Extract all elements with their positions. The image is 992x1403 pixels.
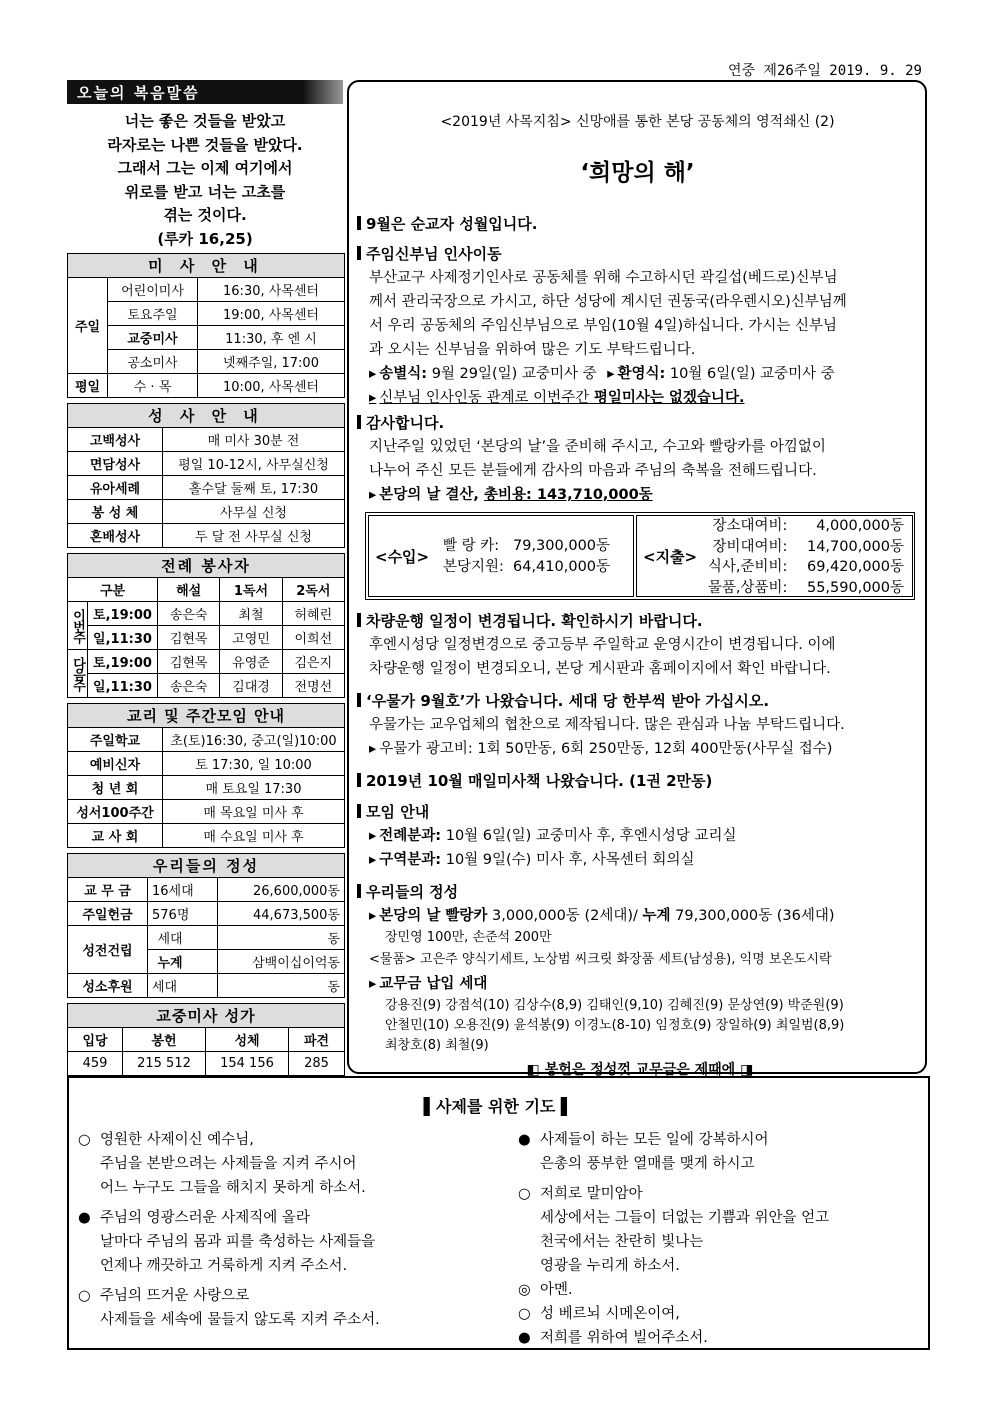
building-fund-label: 성전건립 [68,926,148,974]
gospel-line: 그래서 그는 이제 여기에서 [117,159,293,177]
section-heading: 차량운행 일정이 변경됩니다. 확인하시기 바랍니다. [357,609,923,633]
liturgy-cell: 허혜린 [282,602,344,626]
goods-donations: <물품> 고은주 양식기세트, 노상범 씨크릿 화장품 세트(남성용), 익명 보온도시락 [369,952,832,967]
liturgy-cell: 이희선 [282,626,344,650]
mass-info: 19:00, 사목센터 [198,302,345,326]
section-heading: 우리들의 정성 [357,880,923,904]
section-heading: ‘우물가 9월호’가 나왔습니다. 세대 당 한부씩 받아 가십시오. [357,689,923,713]
liturgy-time: 일,11:30 [88,674,158,698]
paragraph-line: 나누어 주신 모든 분들에게 감사의 마음과 주님의 축복을 전해드립니다. [369,463,817,479]
offering-count: 16세대 [148,878,218,902]
offering-name: 교 무 금 [68,878,148,902]
choir-header: 입당 [68,1028,123,1052]
choir-table [67,1003,345,1076]
offering-name: 성소후원 [68,974,148,998]
mass-info: 16:30, 사목센터 [198,278,345,302]
sacrament-info: 사무실 신청 [163,500,345,524]
liturgy-cell: 유영준 [220,650,282,674]
section-offerings: 우리들의 정성 ▸ 본당의 날 빨랑카 3,000,000동 (2세대)/ 누계 79,300,000동 (36세대) 장민영 100만, 손준석 200만 <물품> 고은주 양식기세트, 노상범 씨크릿 화장품 세트(남성용), 익명 보온도시락 ▸ 교무금 납입 세대 강용진(9) 강점석(10) 김상수(8,9) 김태인(9,10) 김혜진(9) 문상연(9) 박준원(9) 안철민(10) 오용진(9) 윤석봉(9) 이경노(8-10) 임정호(9) 장일하(9) 최일범(8,9) 최창호(8) 최철(9) ◧ 봉헌은 정성껏 교무금은 제때에 ◨ [357,880,923,1082]
liturgy-header: 구분 [68,578,158,602]
paragraph-line: 후엔시성당 일정변경으로 중고등부 주일학교 운영시간이 변경됩니다. 이에 [369,637,836,653]
choir-header: 파견 [289,1028,345,1052]
paragraph-line: 서 우리 공동체의 주임신부님으로 부임(10월 4일)하십니다. 가시는 신부님 [369,318,838,334]
prayer-stanza: ● 사제들이 하는 모든 일에 강복하시어 은총의 풍부한 열매를 맺게 하시고 [518,1128,829,1176]
liturgy-table [67,553,345,698]
mass-schedule-table [67,253,345,398]
section-heading: 주임신부님 인사이동 [357,242,923,266]
choir-header: 봉헌 [123,1028,206,1052]
sacrament-name: 고백성사 [68,428,163,452]
choir-number: 459 [68,1052,123,1076]
liturgy-cell: 김대경 [220,674,282,698]
sacrament-table [67,403,345,548]
offering-amount: 삼백이십이억동 [218,950,345,974]
education-name: 주일학교 [68,728,163,752]
liturgy-cell: 고영민 [220,626,282,650]
choir-number: 154 156 [206,1052,289,1076]
prayer-symbol: ● [518,1330,531,1346]
prayer-left-column [78,1128,380,1332]
section-umulga [357,689,923,761]
liturgy-time: 토,19:00 [88,602,158,626]
sunday-label: 주일 [68,278,108,374]
choir-header: 성체 [206,1028,289,1052]
prayer-symbol: ○ [518,1306,531,1322]
sacrament-title: 성 사 안 내 [68,404,345,428]
paragraph-line: 차량운행 일정이 변경되오니, 본당 게시판과 홈페이지에서 확인 바랍니다. [369,661,831,677]
prayer-symbol: ● [78,1210,91,1226]
sacrament-name: 봉 성 체 [68,500,163,524]
welcome-info: 10월 6일(일) 교중미사 중 [669,366,835,382]
section-heading: 모임 안내 [357,800,923,824]
offering-count: 세대 [156,926,218,950]
section-heading: 감사합니다. [357,411,923,435]
mass-name: 수 · 목 [108,374,198,398]
gospel-line: 겪는 것이다. [163,206,247,224]
section-missal [357,769,923,793]
mass-info: 넷째주일, 17:00 [198,350,345,374]
offering-count: 세대 [148,974,218,998]
paragraph-line: 과 오시는 신부님을 위하여 많은 기도 부탁드립니다. [369,342,696,358]
gospel-line: 위로를 받고 너는 고초를 [124,182,286,201]
liturgy-cell: 김은지 [282,650,344,674]
tithe-names: 안철민(10) 오용진(9) 윤석봉(9) 이경노(8-10) 임정호(9) 장일하(9) 최일범(8,9) [385,1018,845,1033]
section-pastor-transfer [357,242,923,410]
prayer-symbol: ● [518,1132,531,1148]
prayer-stanza: ○ 성 베르뇌 시메온이여, [518,1302,829,1326]
settlement-line: ▸ 본당의 날 결산, 총비용: 143,710,000동 [357,483,923,507]
section-martyrs [357,212,923,236]
mass-name: 교중미사 [108,326,198,350]
income-label: <수입> [375,548,430,566]
sacrament-name: 유아세례 [68,476,163,500]
section-thanks [357,411,923,507]
education-info: 토 17:30, 일 10:00 [163,752,345,776]
choir-number: 285 [289,1052,345,1076]
settlement-table [365,512,915,600]
liturgy-cell: 송은숙 [158,602,220,626]
page-title: ‘희망의 해’ [580,160,695,186]
sacrament-info: 두 달 전 사무실 신청 [163,524,345,548]
prayer-symbol: ○ [78,1288,91,1304]
sacrament-info: 매 미사 30분 전 [163,428,345,452]
liturgy-cell: 최철 [220,602,282,626]
weekday-label: 평일 [68,374,108,398]
farewell-info: 9월 29일(일) 교중미사 중 [431,366,597,382]
gospel-line: 라자로는 나쁜 것들을 받았다. [107,135,303,154]
welcome-label: ▸ 환영식: [607,366,665,382]
mass-info: 11:30, 후 엔 시 [198,326,345,350]
paragraph-line: 부산교구 사제정기인사로 공동체를 위해 수고하시던 곽길섭(베드로)신부님 [369,270,838,286]
tithe-names: 최창호(8) 최철(9) [385,1038,489,1053]
education-info: 매 목요일 미사 후 [163,800,345,824]
ad-price-line: ▸ 우물가 광고비: 1회 50만동, 6회 250만동, 12회 400만동(사무실 접수) [357,737,923,761]
sacrament-name: 면담성사 [68,452,163,476]
tithe-names: 강용진(9) 강점석(10) 김상수(8,9) 김태인(9,10) 김혜진(9) 문상연(9) 박준원(9) [385,998,844,1013]
prayer-stanza: ○ 주님의 뜨거운 사랑으로 사제들을 세속에 물들지 않도록 지켜 주소서. [78,1284,380,1332]
education-name: 성서100주간 [68,800,163,824]
section-meetings: 모임 안내 ▸ 전례분과: 10월 6일(일) 교중미사 후, 후엔시성당 교리실 ▸ 구역분과: 10월 9일(수) 미사 후, 사목센터 회의실 [357,800,923,872]
liturgy-cell: 김현목 [158,650,220,674]
offering-amount: 동 [218,926,345,950]
mass-name: 공소미사 [108,350,198,374]
section-vehicle [357,609,923,681]
gospel-reference: (루카 16,25) [157,229,253,248]
mass-name: 토요주일 [108,302,198,326]
offering-count: 576명 [148,902,218,926]
choir-number: 215 512 [123,1052,206,1076]
paragraph-line: 우물가는 교우업체의 협찬으로 제작됩니다. 많은 관심과 나눔 부탁드립니다. [369,717,845,733]
offering-title: 우리들의 정성 [68,854,345,878]
liturgy-time: 토,19:00 [88,650,158,674]
liturgy-cell: 송은숙 [158,674,220,698]
prayer-title: ▌사제를 위한 기도 ▌ [423,1097,574,1116]
donor-names: 장민영 100만, 손준석 200만 [385,930,552,945]
education-table [67,703,345,848]
offering-name: 주일헌금 [68,902,148,926]
prayer-symbol: ○ [78,1132,91,1148]
next-week-label: 다음주 [68,650,88,698]
gospel-text [67,110,343,251]
prayer-stanza: ● 저희를 위하여 빌어주소서. [518,1326,829,1350]
offering-amount: 26,600,000동 [218,878,345,902]
weekday-mass-note: ▸ 신부님 인사인동 관계로 이번주간 평일미사는 없겠습니다. [357,386,923,410]
prayer-stanza: ● 주님의 영광스러운 사제직에 올라 날마다 주님의 몸과 피를 축성하는 사제들을 언제나 깨끗하고 거룩하게 지켜 주소서. [78,1206,380,1278]
offering-amount: 동 [218,974,345,998]
sacrament-info: 홀수달 둘째 토, 17:30 [163,476,345,500]
gospel-section-title: 오늘의 복음말씀 [67,80,343,104]
liturgy-header: 1독서 [220,578,282,602]
prayer-stanza: ○ 저희로 말미암아 세상에서는 그들이 더없는 기쁨과 위안을 얻고 천국에서는 찬란히 빛나는 영광을 누리게 하소서. [518,1182,829,1278]
education-info: 매 토요일 17:30 [163,776,345,800]
liturgy-cell: 전명선 [282,674,344,698]
offering-count: 누계 [156,950,218,974]
prayer-stanza: ◎ 아멘. [518,1278,829,1302]
education-title: 교리 및 주간모임 안내 [68,704,345,728]
prayer-symbol: ○ [518,1186,531,1202]
gospel-line: 너는 좋은 것들을 받았고 [124,112,286,130]
sacrament-info: 평일 10-12시, 사무실신청 [163,452,345,476]
farewell-label: ▸ 송별식: [369,366,427,382]
tithe-label: ▸ 교무금 납입 세대 [357,972,923,996]
paragraph-line: 지난주일 있었던 ‘본당의 날’을 준비해 주시고, 수고와 빨랑카를 아낌없이 [369,439,826,455]
liturgy-header: 2독서 [282,578,344,602]
mass-name: 어린이미사 [108,278,198,302]
liturgy-time: 일,11:30 [88,626,158,650]
expense-panel: <지출> 장소대여비: 4,000,000동 장비대여비: 14,700,000동 식사,준비비: 69,420,000동 물품,상품비: 55,590,000동 [636,515,913,597]
offering-table [67,853,345,998]
education-name: 청 년 회 [68,776,163,800]
expense-label: <지출> [643,548,698,566]
this-week-label: 이번주 [68,602,88,650]
offering-slogan: ◧ 봉헌은 정성껏 교무금은 제때에 ◨ [526,1062,754,1078]
prayer-stanza: ○ 영원한 사제이신 예수님, 주님을 본받으려는 사제들을 지켜 주시어 어느 누구도 그들을 해치지 못하게 하소서. [78,1128,380,1200]
section-heading: 9월은 순교자 성월입니다. [357,212,923,236]
income-panel: <수입> 빨 랑 카: 79,300,000동 본당지원: 64,410,000동 [368,515,634,597]
section-heading: 2019년 10월 매일미사책 나왔습니다. (1권 2만동) [357,769,923,793]
prayer-right-column [518,1128,829,1350]
paragraph-line: 께서 관리국장으로 가시고, 하단 성당에 계시던 권동국(라우렌시오)신부님께 [369,294,847,310]
education-info: 매 수요일 미사 후 [163,824,345,848]
education-name: 교 사 회 [68,824,163,848]
education-name: 예비신자 [68,752,163,776]
prayer-symbol: ◎ [518,1282,531,1298]
education-info: 초(토)16:30, 중고(일)10:00 [163,728,345,752]
liturgy-header: 해설 [158,578,220,602]
bulletin-date: 연중 제26주일 2019. 9. 29 [727,63,922,79]
liturgy-title: 전례 봉사자 [68,554,345,578]
liturgy-cell: 김현목 [158,626,220,650]
pastoral-subtitle: <2019년 사목지침> 신망애를 통한 본당 공동체의 영적쇄신 (2) [440,114,835,130]
offering-amount: 44,673,500동 [218,902,345,926]
mass-schedule-title: 미 사 안 내 [68,254,345,278]
mass-info: 10:00, 사목센터 [198,374,345,398]
ceremony-line [357,362,923,386]
sacrament-name: 혼배성사 [68,524,163,548]
choir-title: 교중미사 성가 [68,1004,345,1028]
